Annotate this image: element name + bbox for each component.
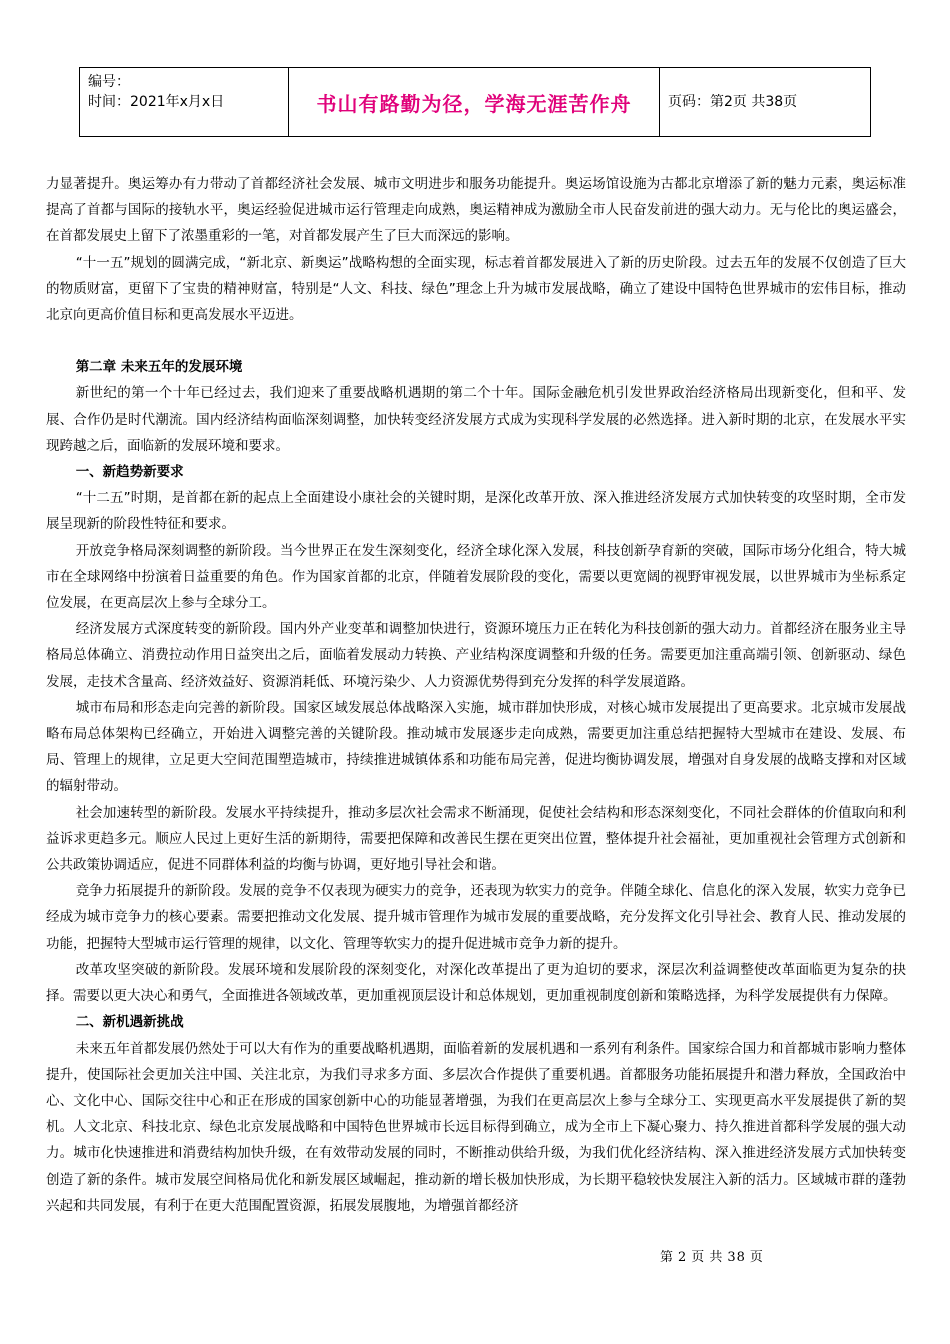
header-meta-cell — [80, 68, 289, 137]
chapter-2-heading: 第二章 未来五年的发展环境 — [75, 359, 243, 376]
page-header — [79, 67, 871, 137]
footer-di: 第 — [660, 1250, 675, 1265]
document-time-label: 时间：2021年x月x日 — [88, 94, 225, 110]
section-2-heading: 二、新机遇新挑战 — [75, 1014, 184, 1031]
paragraph-reform: 改革攻坚突破的新阶段。发展环境和发展阶段的深刻变化，对深化改革提出了更为迫切的要求，深层次利益调整使改革面临更为复杂的抉择。需要以更大决心和勇气，全面推进各领域改革，更加重视顶层设计和总体规划，更加重视制度创新和策略选择，为科学发展提供有力保障。 — [46, 961, 906, 1005]
footer-page-number: 2 — [678, 1250, 688, 1265]
paragraph-social-transition: 社会加速转型的新阶段。发展水平持续提升，推动多层次社会需求不断涌现，促使社会结构和形态深刻变化，不同社会群体的价值取向和利益诉求更趋多元。顺应人民过上更好生活的新期待，需要把保障和改善民生摆在更突出位置，整体提升社会福祉，更加重视社会管理方式创新和公共政策协调适应，促进不同群体利益的均衡与协调，更好地引导社会和谐。 — [46, 804, 906, 874]
paragraph-open-competition: 开放竞争格局深刻调整的新阶段。当今世界正在发生深刻变化，经济全球化深入发展，科技创新孕育新的突破，国际市场分化组合，特大城市在全球网络中扮演着日益重要的角色。作为国家首都的北京，伴随着发展阶段的变化，需要以更宽阔的视野审视发展，以世界城市为坐标系定位发展，在更高层次上参与全球分工。 — [46, 542, 906, 612]
document-body — [46, 171, 906, 1219]
paragraph-competitiveness: 竞争力拓展提升的新阶段。发展的竞争不仅表现为硬实力的竞争，还表现为软实力的竞争。伴随全球化、信息化的深入发展，软实力竞争已经成为城市竞争力的核心要素。需要把推动文化发展、提升城市管理作为城市发展的重要战略，充分发挥文化引导社会、教育人民、推动发展的功能，把握特大型城市运行管理的规律，以文化、管理等软实力的提升促进城市竞争力新的提升。 — [46, 883, 906, 952]
section-1-heading: 一、新趋势新要求 — [75, 464, 184, 481]
header-motto: 书山有路勤为径，学海无涯苦作舟 — [289, 68, 660, 137]
document-number-label: 编号： — [88, 74, 130, 90]
paragraph-olympics-continuation: 力显著提升。奥运筹办有力带动了首都经济社会发展、城市文明进步和服务功能提升。奥运场馆设施为古都北京增添了新的魅力元素，奥运标准提高了首都与国际的接轨水平，奥运经验促进城市运行管理走向成熟，奥运精神成为激励全市人民奋发前进的强大动力。无与伦比的奥运盛会，在首都发展史上留下了浓墨重彩的一笔，对首都发展产生了巨大而深远的影响。 — [46, 176, 906, 245]
footer-gong: 共 — [709, 1250, 724, 1265]
paragraph-economic-transformation: 经济发展方式深度转变的新阶段。国内外产业变革和调整加快进行，资源环境压力正在转化为科技创新的强大动力。首都经济在服务业主导格局总体确立、消费拉动作用日益突出之后，面临着发展动力转换、产业结构深度调整和升级的任务。需要更加注重高端引领、创新驱动、绿色发展，走技术含量高、经济效益好、资源消耗低、环境污染少、人力资源优势得到充分发挥的科学发展道路。 — [46, 621, 906, 690]
paragraph-urban-layout: 城市布局和形态走向完善的新阶段。国家区域发展总体战略深入实施，城市群加快形成，对核心城市发展提出了更高要求。北京城市发展战略布局总体架构已经确立，开始进入调整完善的关键阶段。推动城市发展逐步走向成熟，需要更加注重总结把握特大型城市在建设、发展、布局、管理上的规律，立足更大空间范围塑造城市，持续推进城镇体系和功能布局完善，促进均衡协调发展，增强对自身发展的战略支撑和对区域的辐射带动。 — [46, 699, 906, 795]
paragraph-eleventh-plan: “十一五”规划的圆满完成，“新北京、新奥运”战略构想的全面实现，标志着首都发展进入了新的历史阶段。过去五年的发展不仅创造了巨大的物质财富，更留下了宝贵的精神财富，特别是“人文、科技、绿色”理念上升为城市发展战略，确立了建设中国特色世界城市的宏伟目标，推动北京向更高价值目标和更高发展水平迈进。 — [46, 254, 906, 324]
paragraph-chapter-intro: 新世纪的第一个十年已经过去，我们迎来了重要战略机遇期的第二个十年。国际金融危机引发世界政治经济格局出现新变化，但和平、发展、合作仍是时代潮流。国内经济结构面临深刻调整，加快转变经济发展方式成为实现科学发展的必然选择。进入新时期的北京，在发展水平实现跨越之后，面临新的发展环境和要求。 — [46, 385, 906, 454]
paragraph-twelfth-plan: “十二五”时期，是首都在新的起点上全面建设小康社会的关键时期，是深化改革开放、深入推进经济发展方式加快转变的攻坚时期，全市发展呈现新的阶段性特征和要求。 — [46, 490, 906, 533]
footer-ye-2: 页 — [749, 1250, 764, 1265]
header-page-info: 页码：第2页 共38页 — [660, 68, 871, 137]
footer-total-pages: 38 — [727, 1250, 746, 1265]
paragraph-opportunities: 未来五年首都发展仍然处于可以大有作为的重要战略机遇期，面临着新的发展机遇和一系列有利条件。国家综合国力和首都城市影响力整体提升，使国际社会更加关注中国、关注北京，为我们寻求多方面、多层次合作提供了重要机遇。首都服务功能拓展提升和潜力释放，全国政治中心、文化中心、国际交往中心和正在形成的国家创新中心的功能显著增强，为我们在更高层次上参与全球分工、实现更高水平发展提供了新的契机。人文北京、科技北京、绿色北京发展战略和中国特色世界城市长远目标得到确立，成为全市上下凝心聚力、持久推进首都科学发展的强大动力。城市化快速推进和消费结构加快升级，在有效带动发展的同时，不断推动供给升级，为我们优化经济结构、深入推进经济发展方式加快转变创造了新的条件。城市发展空间格局优化和新发展区域崛起，推动新的增长极加快形成，为长期平稳较快发展注入新的活力。区域城市群的蓬勃兴起和共同发展，有利于在更大范围配置资源，拓展发展腹地，为增强首都经济 — [46, 1040, 906, 1214]
page-footer — [660, 1246, 768, 1265]
footer-ye: 页 — [691, 1250, 706, 1265]
